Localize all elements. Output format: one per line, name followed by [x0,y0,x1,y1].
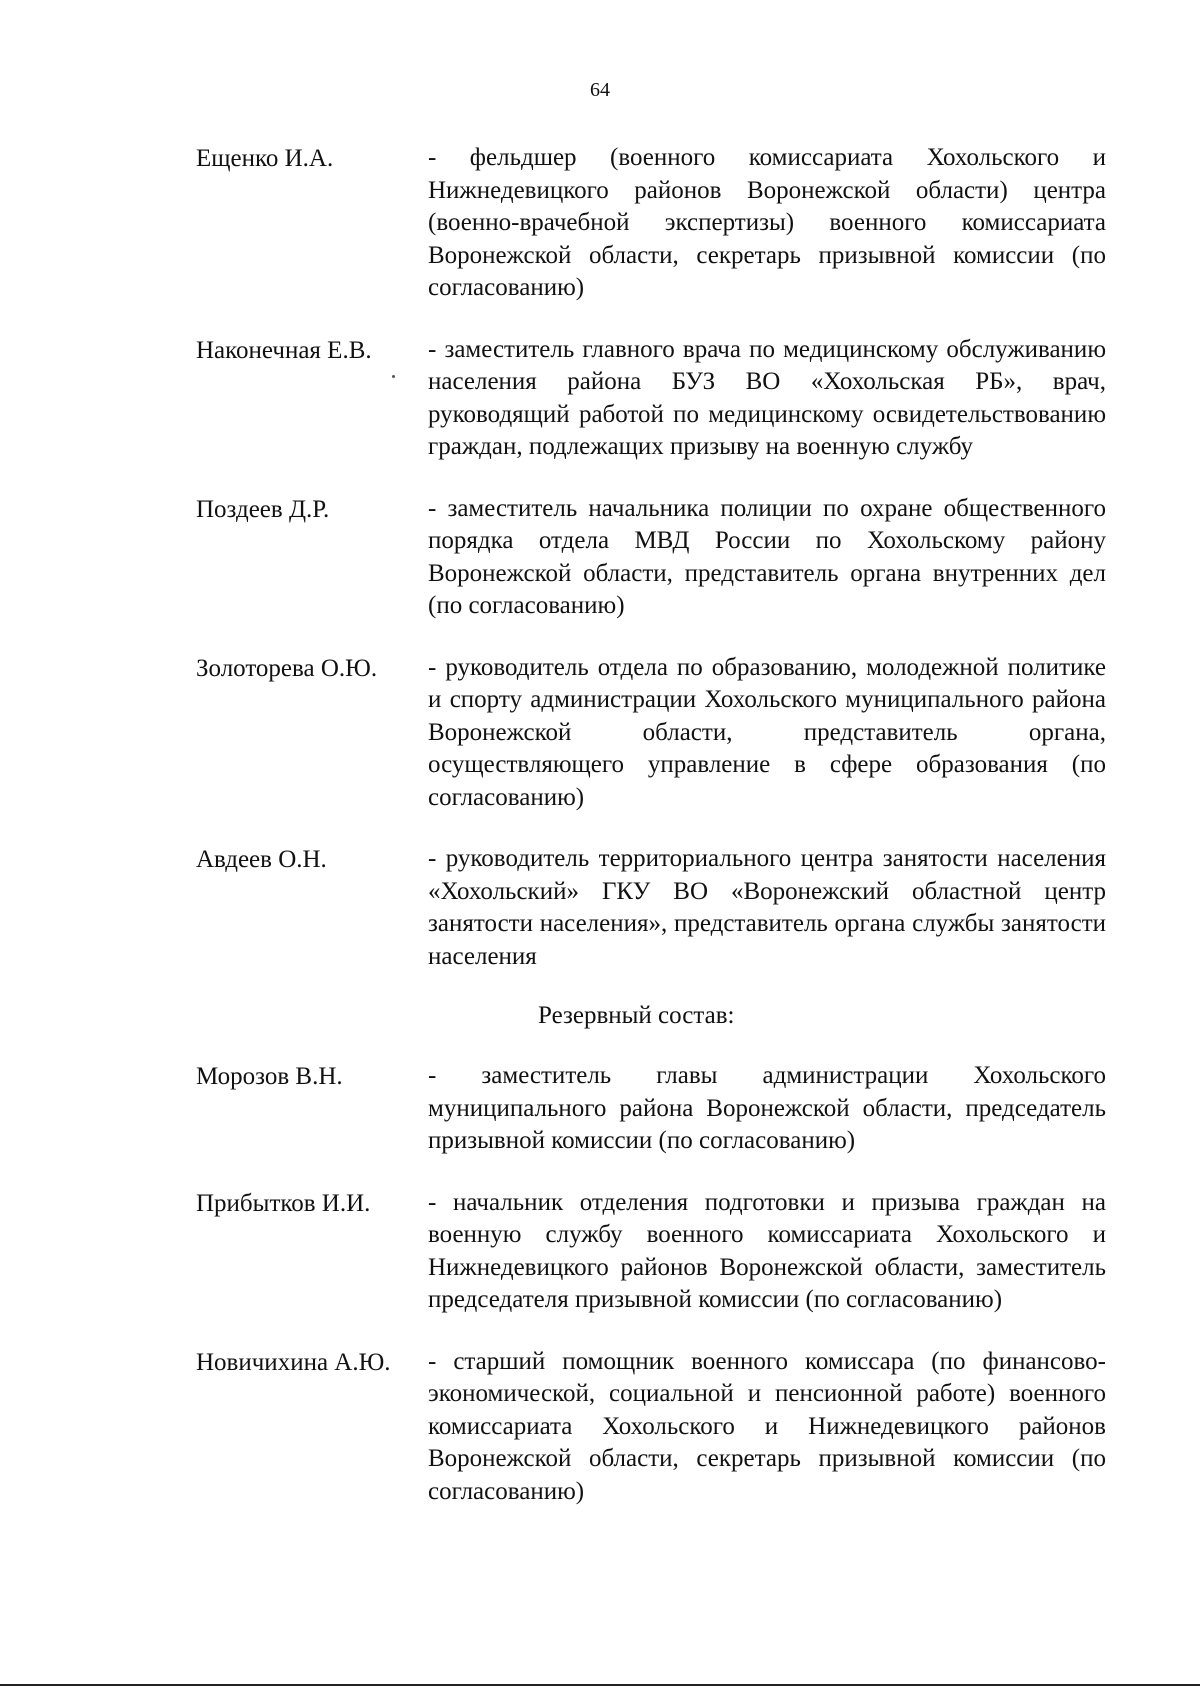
member-role: - руководитель территориального центра занятости населения «Хохольский» ГКУ ВО «Воронежский областной центр занятости населения», представитель органа службы занятости населения [428,845,1106,970]
member-name: Золоторева О.Ю. [196,654,378,682]
reserve-member-entry [196,1346,1106,1509]
member-name: Поздеев Д.Р. [196,495,330,523]
member-name: Ещенко И.А. [196,145,334,172]
member-entry [196,652,1106,815]
scan-speck [392,375,395,378]
member-name: Прибытков И.И. [196,1189,371,1217]
member-name: Авдеев О.Н. [196,846,327,873]
member-role: - начальник отделения подготовки и призыва граждан на военную службу военного комиссариата Хохольского и Нижнедевицкого районов Воронежской области, заместитель председателя призывной комиссии (по согласованию) [428,1188,1106,1313]
member-entry [196,843,1106,973]
member-role: - фельдшер (военного комиссариата Хохольского и Нижнедевицкого районов Воронежской области) центра (военно-врачебной экспертизы) военного комиссариата Воронежской области, секретарь призывной комиссии (по согласованию) [428,144,1106,301]
page-bottom-edge [0,1684,1200,1686]
reserve-section-heading: Резервный состав: [538,1002,735,1029]
reserve-member-entry [196,1060,1106,1158]
commission-member-list [196,142,1106,1508]
page-number: 64 [590,79,610,101]
member-name: Новичихина А.Ю. [196,1348,391,1376]
member-entry [196,142,1106,305]
reserve-member-entry [196,1187,1106,1317]
member-role: - заместитель главного врача по медицинскому обслуживанию населения района БУЗ ВО «Хохольская РБ», врач, руководящий работой по медицинскому освидетельствованию граждан, подлежащих призыву на военную службу [428,335,1106,460]
member-name: Морозов В.Н. [196,1063,343,1090]
member-entry [196,334,1106,464]
member-entry [196,493,1106,623]
member-role: - руководитель отдела по образованию, молодежной политике и спорту администрации Хохольского муниципального района Воронежской области, представитель органа, осуществляющего управление в сфере образования (по согласованию) [428,653,1106,811]
member-role: - старший помощник военного комиссара (по финансово-экономической, социальной и пенсионной работе) военного комиссариата Хохольского и Нижнедевицкого районов Воронежской области, секретарь призывной комиссии (по согласованию) [428,1347,1106,1505]
member-name: Наконечная Е.В. [196,336,372,364]
member-role: - заместитель начальника полиции по охране общественного порядка отдела МВД России по Хохольскому району Воронежской области, представитель органа внутренних дел (по согласованию) [428,494,1106,619]
member-role: - заместитель главы администрации Хохольского муниципального района Воронежской области, председатель призывной комиссии (по согласованию) [428,1062,1106,1154]
